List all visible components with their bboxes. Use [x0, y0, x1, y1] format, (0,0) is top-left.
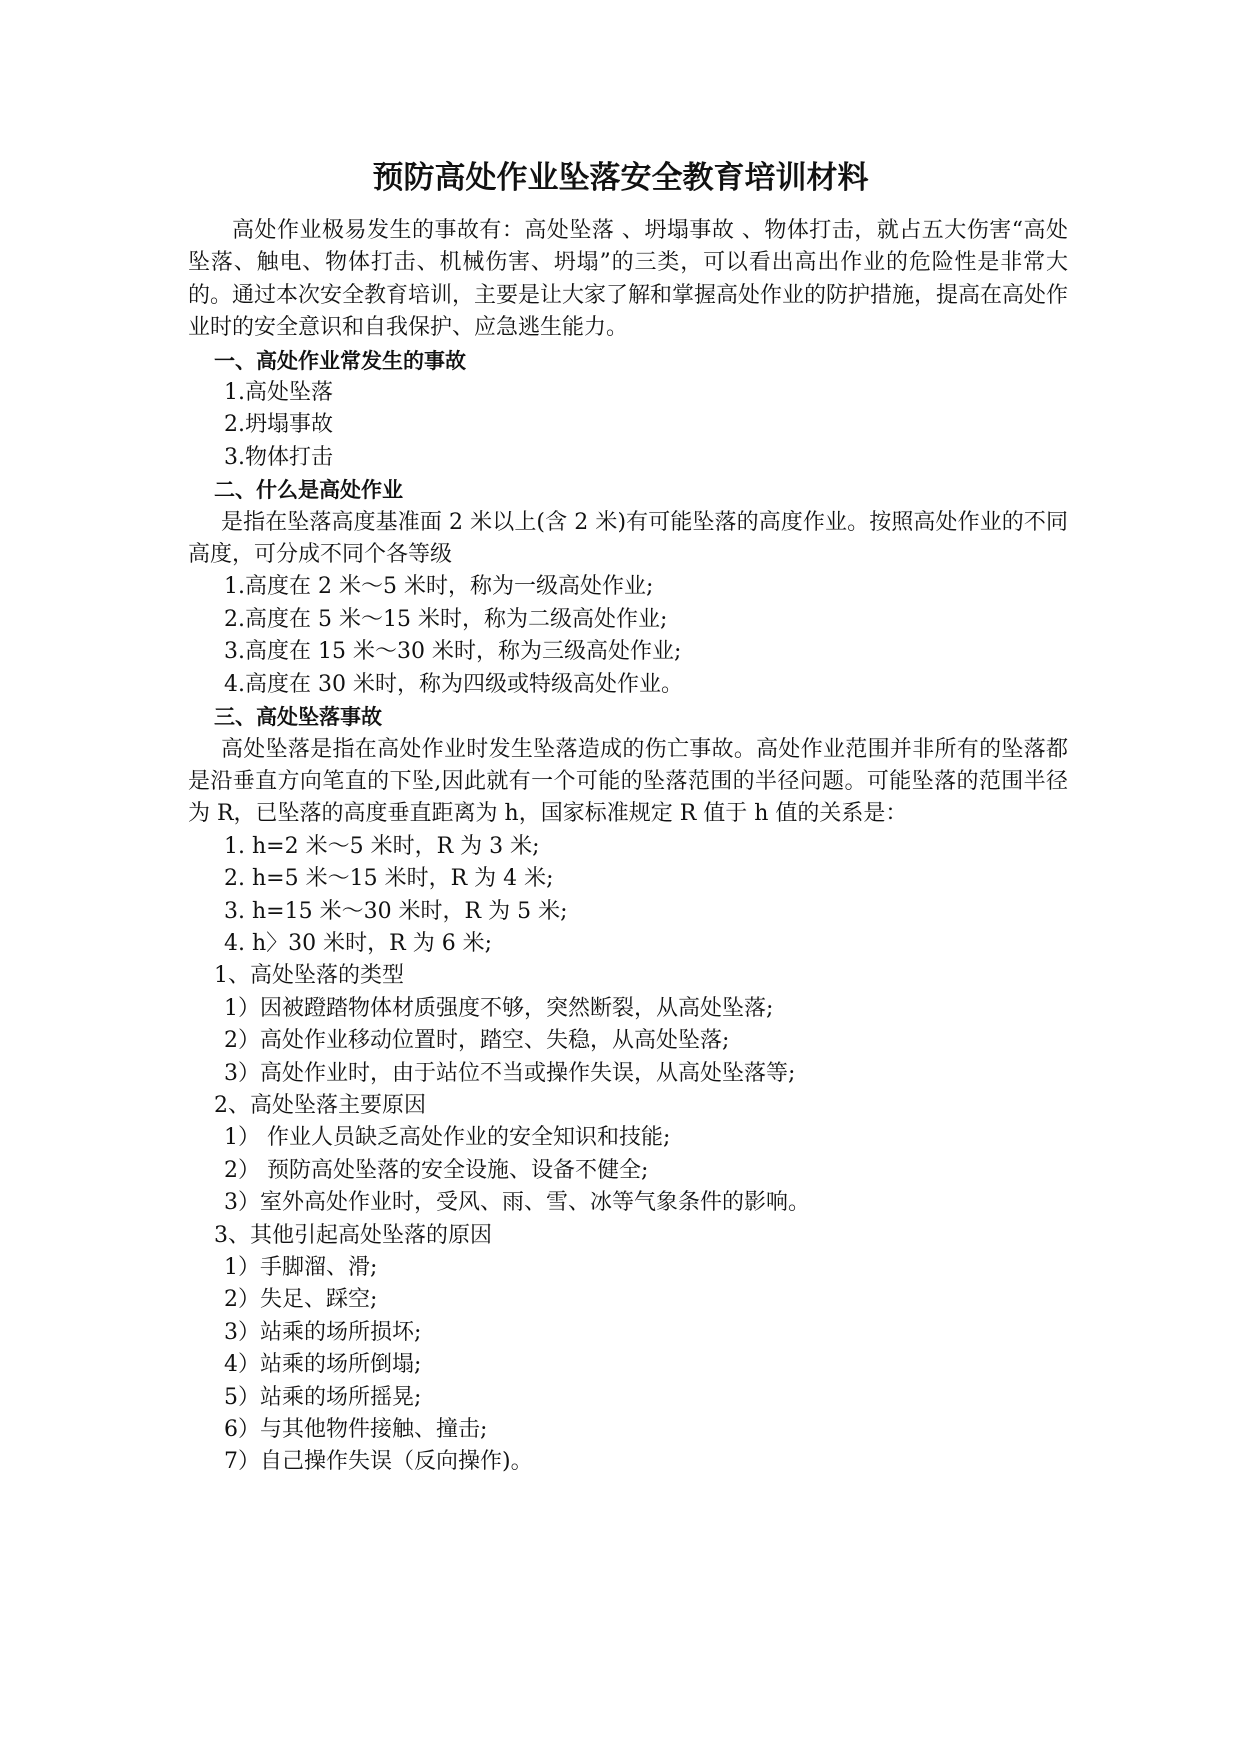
- subsection-heading-causes: 2、高处坠落主要原因: [214, 1092, 426, 1118]
- list-item: 3）高处作业时，由于站位不当或操作失误，从高处坠落等;: [224, 1060, 796, 1086]
- intro-paragraph: 高处作业极易发生的事故有：高处坠落 、坍塌事故 、物体打击，就占五大伤害“高处坠落、触电、物体打击、机械伤害、坍塌”的三类，可以看出高出作业的危险性是非常大的。通过本次安全教育培训，主要是让大家了解和掌握高处作业的防护措施，提高在高处作业时的安全意识和自我保护、应急逃生能力。: [188, 218, 1069, 341]
- document-title: 预防高处作业坠落安全教育培训材料: [372, 160, 869, 196]
- list-item: 1）手脚溜、滑;: [224, 1255, 378, 1280]
- list-item: 6）与其他物件接触、撞击;: [224, 1417, 488, 1443]
- section-heading-fall-accidents: 三、高处坠落事故: [214, 705, 382, 730]
- list-item: 4）站乘的场所倒塌;: [224, 1352, 422, 1378]
- section-heading-definition: 二、什么是高处作业: [214, 478, 403, 503]
- list-item: 2） 预防高处坠落的安全设施、设备不健全;: [224, 1157, 649, 1183]
- document-body: [188, 215, 1068, 1479]
- section-heading-accidents: 一、高处作业常发生的事故: [214, 348, 466, 373]
- list-item: 1.高处坠落: [224, 380, 333, 406]
- list-item: 1. h=2 米～5 米时，R 为 3 米;: [224, 833, 540, 859]
- list-item: 2.高度在 5 米～15 米时，称为二级高处作业;: [224, 606, 668, 632]
- list-item: 2）失足、踩空;: [224, 1287, 378, 1313]
- list-item: 2.坍塌事故: [224, 412, 333, 438]
- list-item: 4. h〉30 米时，R 为 6 米;: [224, 930, 493, 956]
- list-item: 3）站乘的场所损坏;: [224, 1319, 422, 1345]
- list-item: 2. h=5 米～15 米时，R 为 4 米;: [224, 866, 554, 892]
- list-item: 3）室外高处作业时，受风、雨、雪、冰等气象条件的影响。: [224, 1190, 810, 1216]
- list-item: 4.高度在 30 米时，称为四级或特级高处作业。: [224, 671, 683, 697]
- subsection-heading-other-causes: 3、其他引起高处坠落的原因: [214, 1222, 492, 1248]
- list-item: 1）因被蹬踏物体材质强度不够，突然断裂，从高处坠落;: [224, 995, 774, 1021]
- list-item: 3.高度在 15 米～30 米时，称为三级高处作业;: [224, 639, 682, 665]
- subsection-heading-types: 1、高处坠落的类型: [214, 963, 404, 989]
- fall-accidents-paragraph: 高处坠落是指在高处作业时发生坠落造成的伤亡事故。高处作业范围并非所有的坠落都是沿垂直方向笔直的下坠,因此就有一个可能的坠落范围的半径问题。可能坠落的范围半径为 R，已坠落的高度垂直距离为 h，国家标准规定 R 值于 h 值的关系是：: [188, 736, 1068, 827]
- list-item: 3. h=15 米～30 米时，R 为 5 米;: [224, 898, 568, 924]
- list-item: 1.高度在 2 米～5 米时，称为一级高处作业;: [224, 574, 654, 600]
- list-item: 3.物体打击: [224, 444, 333, 470]
- list-item: 7）自己操作失误（反向操作)。: [224, 1449, 533, 1475]
- definition-paragraph: 是指在坠落高度基准面 2 米以上(含 2 米)有可能坠落的高度作业。按照高处作业的不同高度，可分成不同个各等级: [188, 509, 1068, 568]
- list-item: 1） 作业人员缺乏高处作业的安全知识和技能;: [224, 1125, 671, 1151]
- list-item: 2）高处作业移动位置时，踏空、失稳，从高处坠落;: [224, 1028, 730, 1054]
- list-item: 5）站乘的场所摇晃;: [224, 1384, 422, 1410]
